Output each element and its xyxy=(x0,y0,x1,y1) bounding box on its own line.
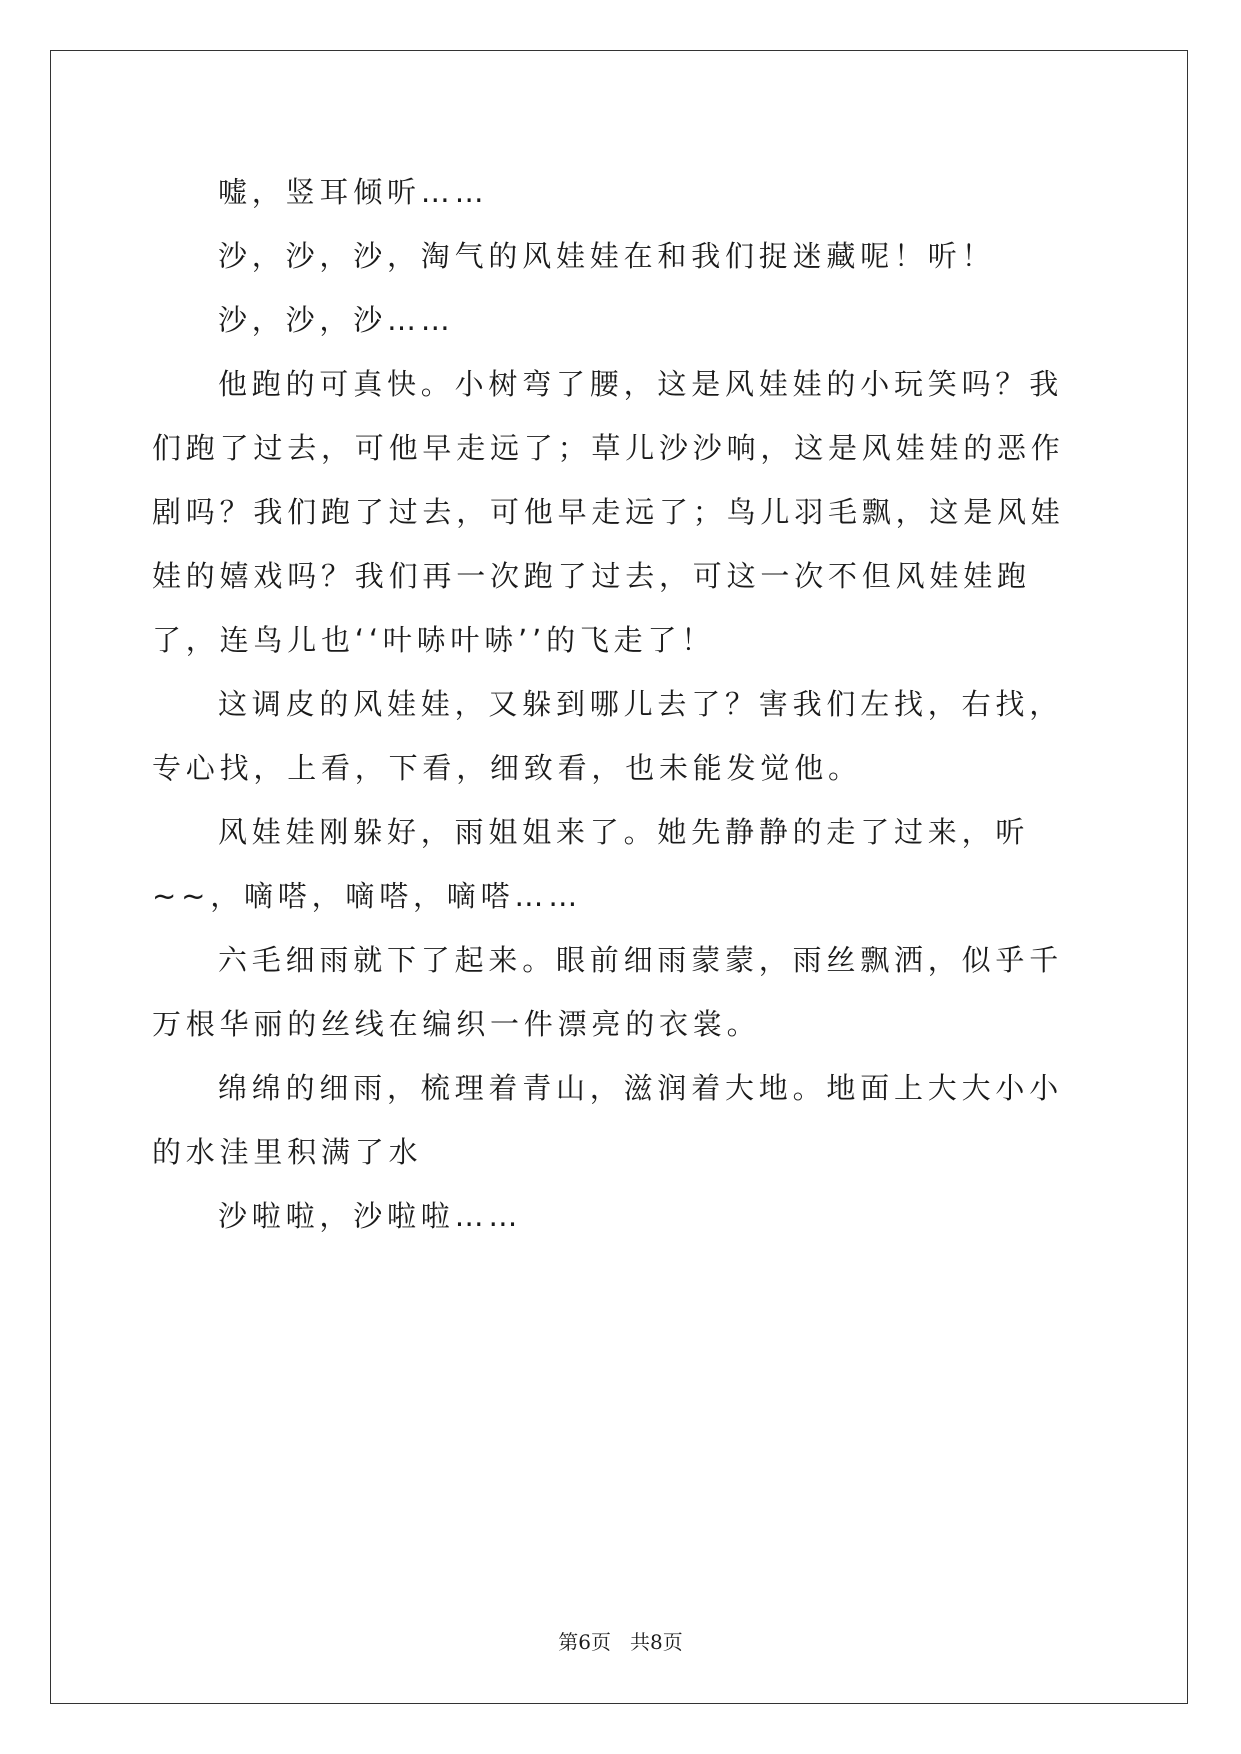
paragraph: 绵绵的细雨，梳理着青山，滋润着大地。地面上大大小小的水洼里积满了水 xyxy=(152,1071,1064,1169)
current-page-number: 第6页 xyxy=(558,1630,611,1654)
paragraph: 沙，沙，沙，淘气的风娃娃在和我们捉迷藏呢！听！ xyxy=(218,239,996,273)
total-pages: 共8页 xyxy=(630,1630,683,1654)
paragraph: 沙啦啦，沙啦啦…… xyxy=(218,1199,523,1233)
page-footer xyxy=(0,1626,1241,1655)
document-body xyxy=(152,160,1092,1248)
paragraph: 沙，沙，沙…… xyxy=(218,303,455,337)
paragraph: 他跑的可真快。小树弯了腰，这是风娃娃的小玩笑吗？我们跑了过去，可他早走远了；草儿沙沙响，这是风娃娃的恶作剧吗？我们跑了过去，可他早走远了；鸟儿羽毛飘，这是风娃娃的嬉戏吗？我们再一次跑了过去，可这一次不但风娃娃跑了，连鸟儿也‘‘叶哧叶哧’’的飞走了！ xyxy=(152,367,1065,657)
paragraph: 风娃娃刚躲好，雨姐姐来了。她先静静的走了过来，听~~，嘀嗒，嘀嗒，嘀嗒…… xyxy=(152,815,1030,913)
paragraph: 这调皮的风娃娃，又躲到哪儿去了？害我们左找，右找，专心找，上看，下看，细致看，也未能发觉他。 xyxy=(152,687,1064,785)
paragraph: 嘘，竖耳倾听…… xyxy=(218,175,489,209)
paragraph: 六毛细雨就下了起来。眼前细雨蒙蒙，雨丝飘洒，似乎千万根华丽的丝线在编织一件漂亮的衣裳。 xyxy=(152,943,1064,1041)
